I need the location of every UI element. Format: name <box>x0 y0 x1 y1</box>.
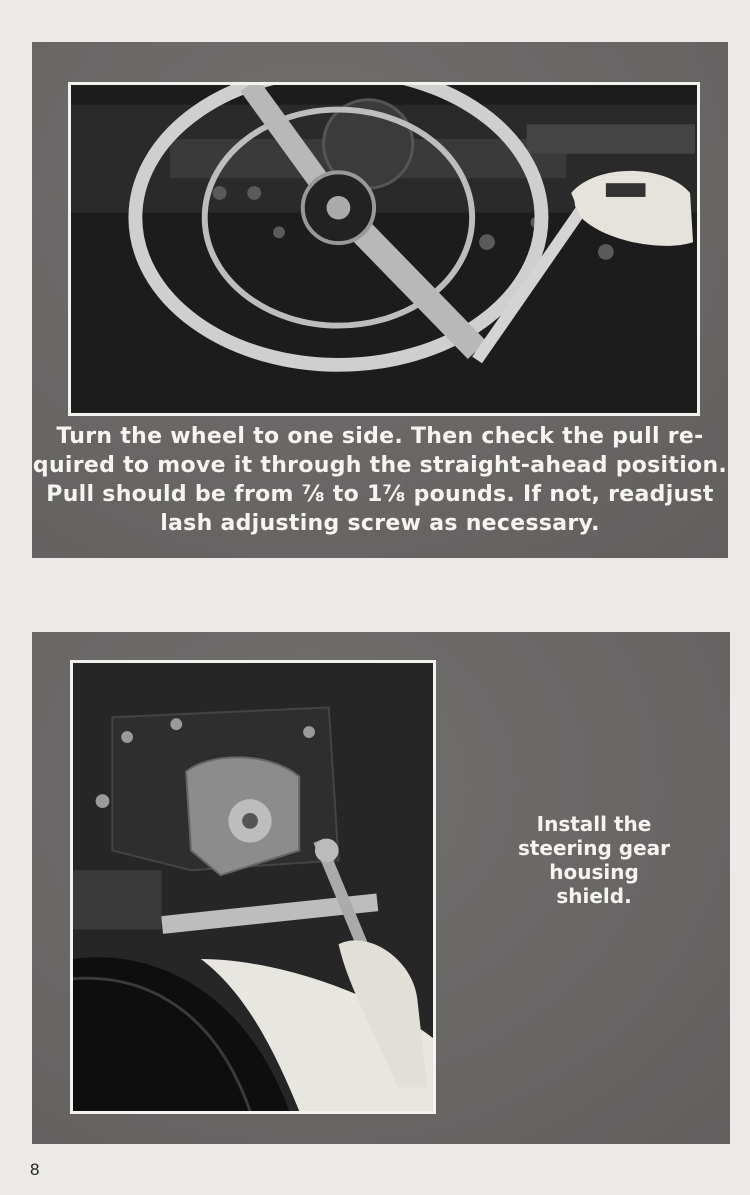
bottom-caption-line: Install the <box>536 812 652 836</box>
top-caption-line: lash adjusting screw as necessary. <box>160 511 600 536</box>
top-caption <box>32 422 728 538</box>
bottom-caption <box>482 812 706 908</box>
gear-housing-shield-photo <box>70 660 436 1114</box>
bottom-section-panel <box>32 632 730 1144</box>
bottom-caption-line: shield. <box>556 884 632 908</box>
bottom-caption-line: steering gear <box>517 836 671 860</box>
top-section-panel <box>32 42 728 558</box>
steering-wheel-illustration <box>71 85 697 413</box>
page-number: 8 <box>30 1160 40 1179</box>
top-caption-line: Pull should be from ⅞ to 1⅞ pounds. If not, readjust <box>46 482 714 507</box>
bottom-caption-line: housing <box>549 860 639 884</box>
top-caption-line: Turn the wheel to one side. Then check the pull re- <box>56 424 704 449</box>
gear-housing-illustration <box>73 663 433 1111</box>
top-caption-line: quired to move it through the straight-ahead position. <box>32 453 728 478</box>
steering-wheel-photo <box>68 82 700 416</box>
